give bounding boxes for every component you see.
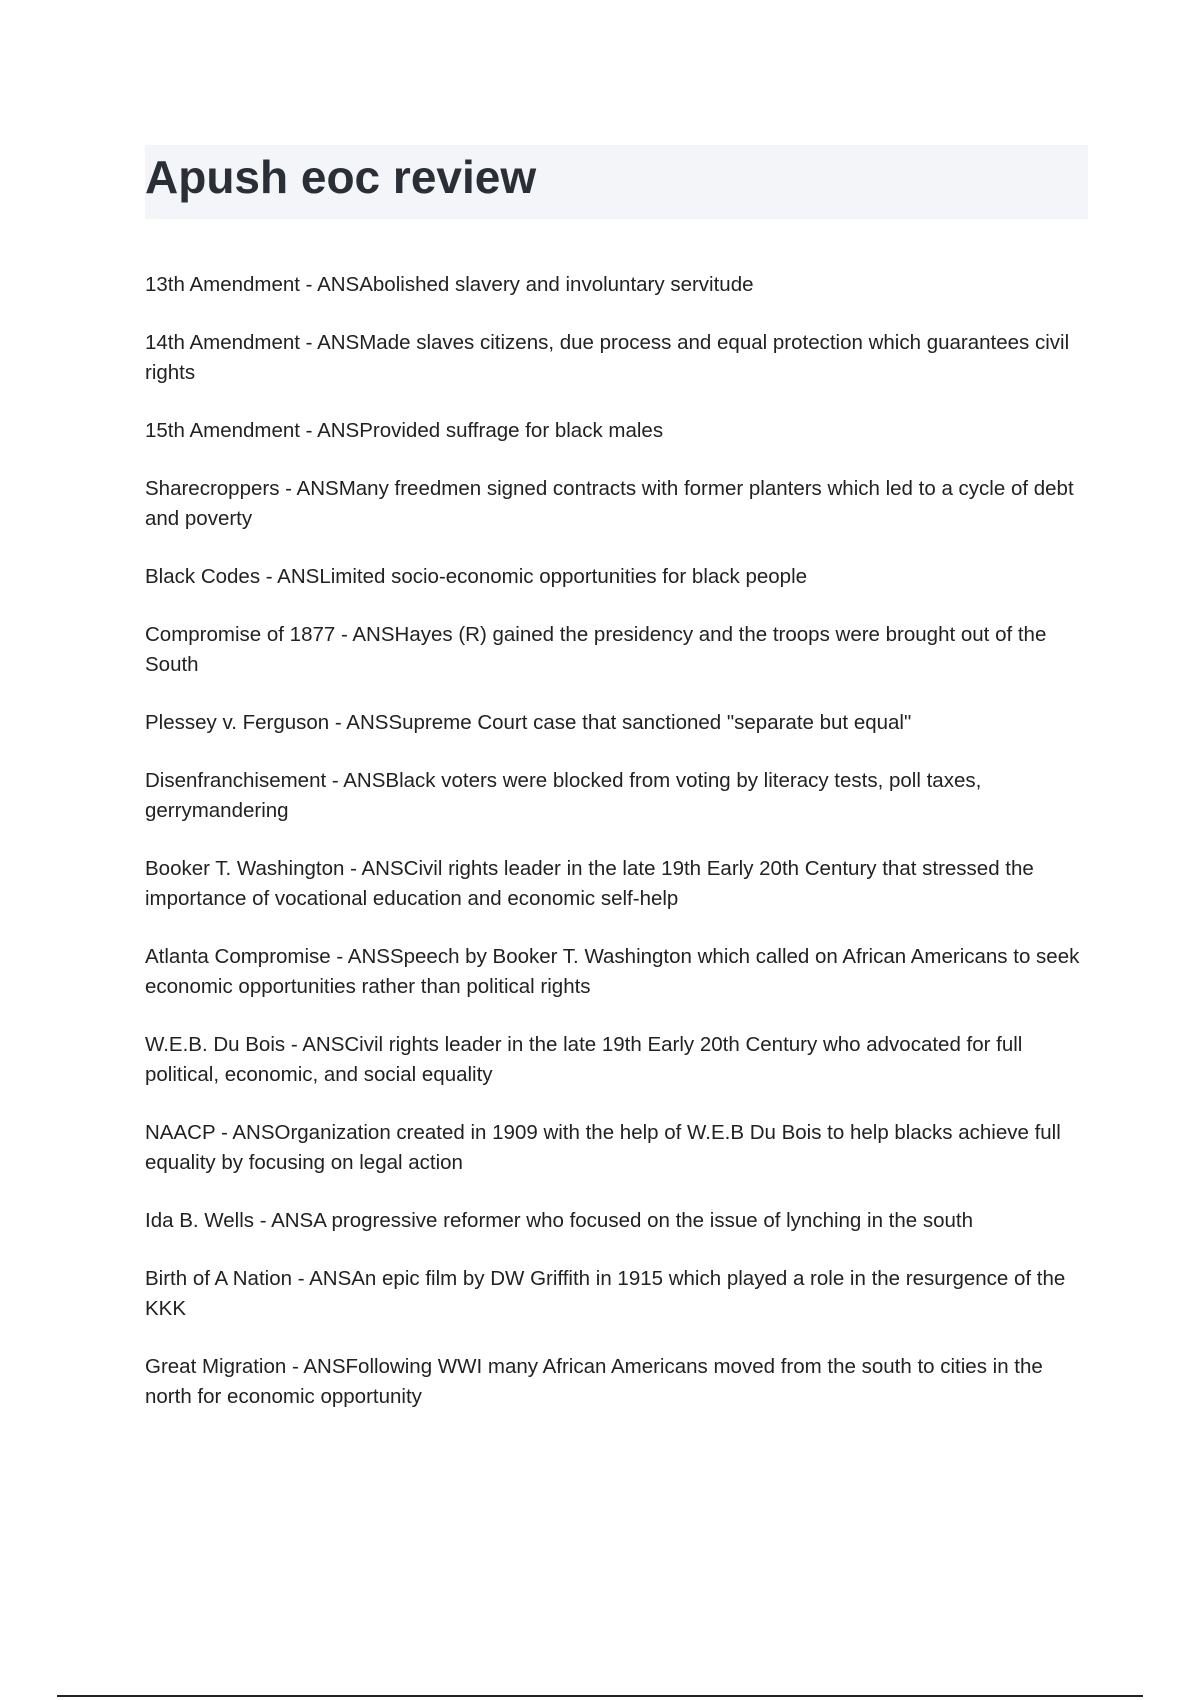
entry-15th-amendment: 15th Amendment - ANSProvided suffrage for black males bbox=[145, 419, 664, 442]
entry-booker-t-washington: Booker T. Washington - ANSCivil rights leader in the late 19th Early 20th Century that stressed the importance of vocational education and economic self-help bbox=[145, 857, 1034, 910]
entry-atlanta-compromise: Atlanta Compromise - ANSSpeech by Booker T. Washington which called on African Americans to seek economic opportunities rather than political rights bbox=[145, 945, 1080, 998]
entry-14th-amendment: 14th Amendment - ANSMade slaves citizens, due process and equal protection which guarantees civil rights bbox=[145, 331, 1070, 384]
entry-black-codes: Black Codes - ANSLimited socio-economic opportunities for black people bbox=[145, 565, 808, 588]
entry-disenfranchisement: Disenfranchisement - ANSBlack voters were blocked from voting by literacy tests, poll taxes, gerrymandering bbox=[145, 769, 982, 822]
entry-compromise-1877: Compromise of 1877 - ANSHayes (R) gained the presidency and the troops were brought out of the South bbox=[145, 623, 1047, 676]
entry-sharecroppers: Sharecroppers - ANSMany freedmen signed contracts with former planters which led to a cycle of debt and poverty bbox=[145, 477, 1074, 530]
entry-great-migration: Great Migration - ANSFollowing WWI many African Americans moved from the south to cities in the north for economic opportunity bbox=[145, 1355, 1043, 1408]
entry-13th-amendment: 13th Amendment - ANSAbolished slavery and involuntary servitude bbox=[145, 273, 754, 296]
title-band bbox=[145, 145, 1088, 219]
entry-plessey-v-ferguson: Plessey v. Ferguson - ANSSupreme Court case that sanctioned "separate but equal" bbox=[145, 711, 912, 734]
entry-birth-of-a-nation: Birth of A Nation - ANSAn epic film by DW Griffith in 1915 which played a role in the resurgence of the KKK bbox=[145, 1267, 1066, 1320]
footer-rule bbox=[57, 1695, 1143, 1697]
entry-naacp: NAACP - ANSOrganization created in 1909 with the help of W.E.B Du Bois to help blacks achieve full equality by focusing on legal action bbox=[145, 1121, 1061, 1174]
entry-web-du-bois: W.E.B. Du Bois - ANSCivil rights leader in the late 19th Early 20th Century who advocated for full political, economic, and social equality bbox=[145, 1033, 1023, 1086]
entry-list bbox=[145, 270, 1095, 1440]
entry-ida-b-wells: Ida B. Wells - ANSA progressive reformer who focused on the issue of lynching in the south bbox=[145, 1209, 974, 1232]
document-title: Apush eoc review bbox=[145, 151, 537, 203]
